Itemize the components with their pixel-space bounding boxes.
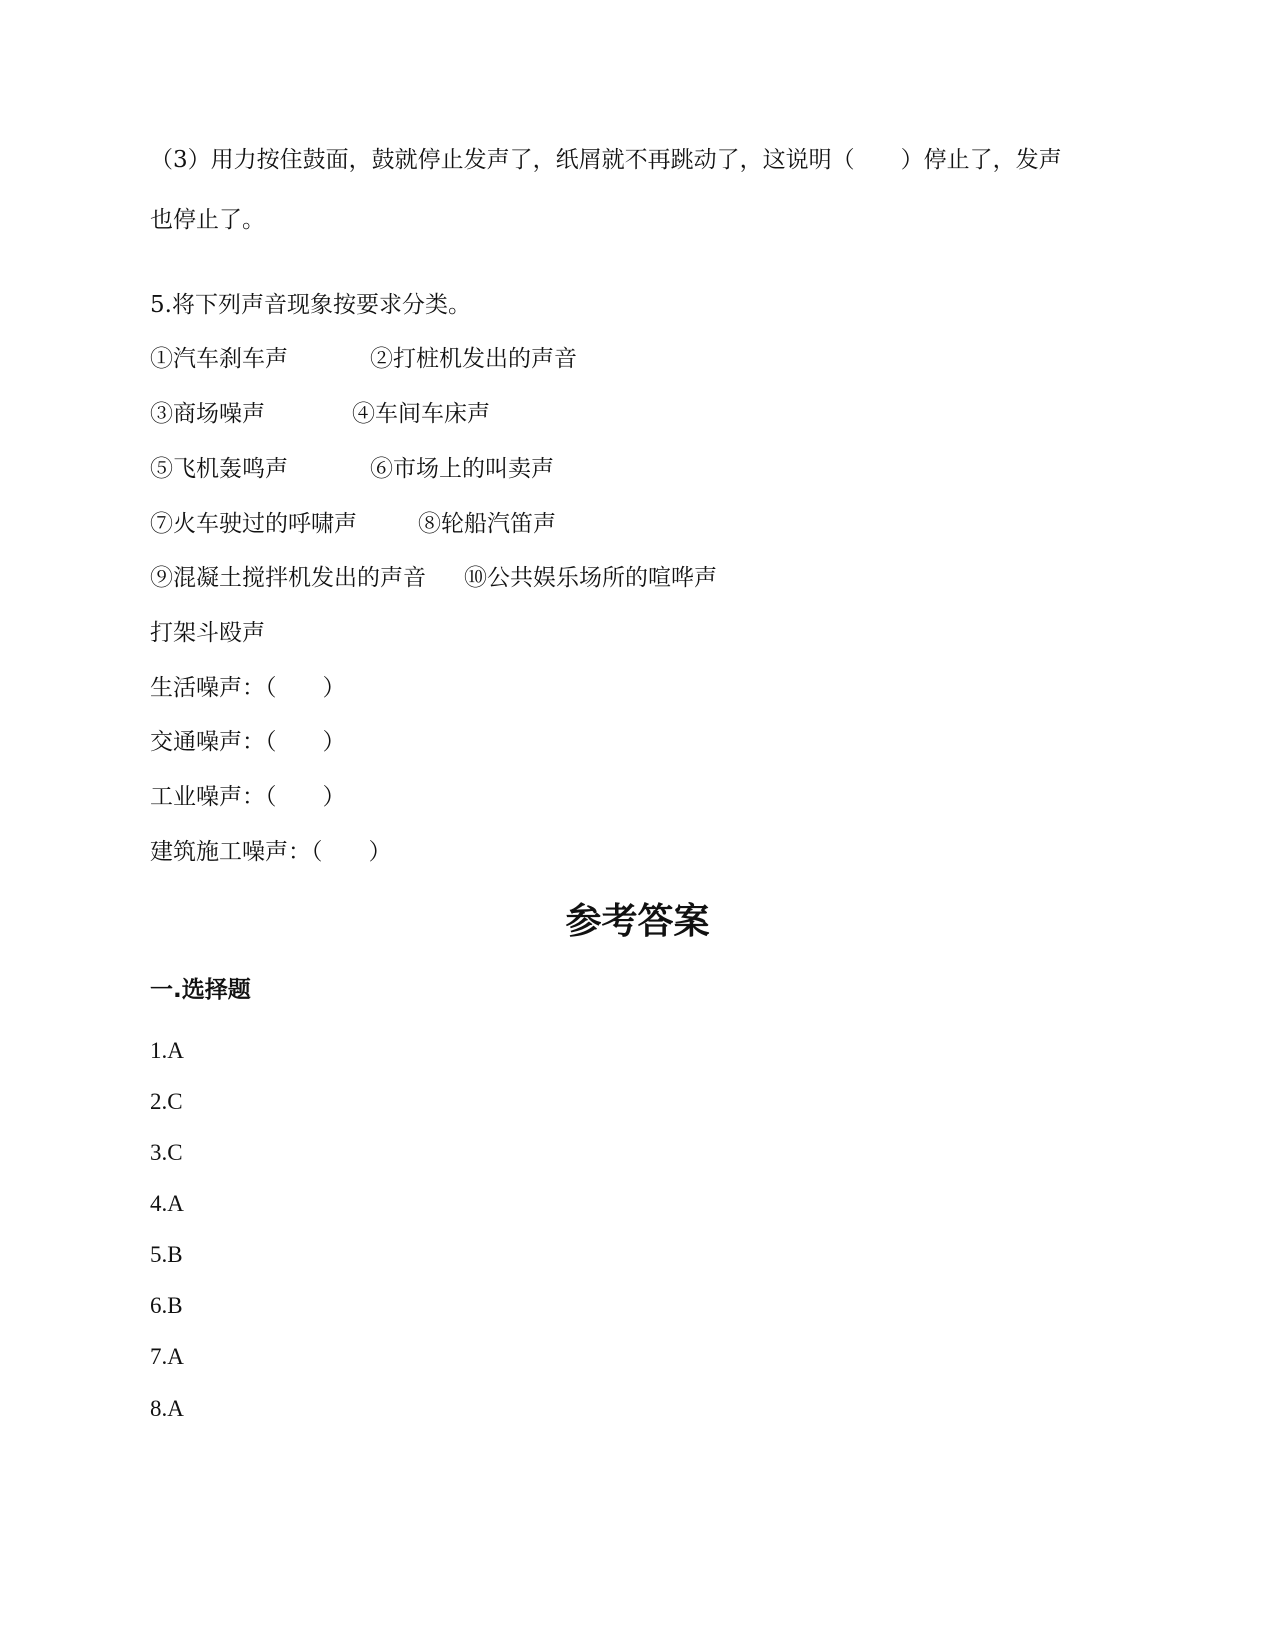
answer-item: 8.A: [150, 1396, 184, 1421]
answers-section-heading: 一.选择题: [150, 977, 251, 1003]
q5-item-9: ⑨混凝土搅拌机发出的声音: [150, 565, 426, 591]
answer-item: 4.A: [150, 1191, 184, 1216]
q5-item-8: ⑧轮船汽笛声: [418, 511, 556, 537]
answer-item: 7.A: [150, 1344, 184, 1369]
category-industrial-noise: 工业噪声：（ ）: [150, 784, 346, 810]
q5-item-2: ②打桩机发出的声音: [370, 346, 577, 372]
q5-item-10: ⑩公共娱乐场所的喧哗声: [464, 565, 717, 591]
answers-title: 参考答案: [565, 901, 710, 942]
q5-item-6: ⑥市场上的叫卖声: [370, 456, 554, 482]
q5-item-1: ①汽车刹车声: [150, 346, 288, 372]
category-traffic-noise: 交通噪声：（ ）: [150, 729, 346, 755]
answer-item: 6.B: [150, 1293, 183, 1318]
answer-item: 3.C: [150, 1140, 183, 1165]
q5-prompt: 5.将下列声音现象按要求分类。: [150, 292, 471, 318]
category-construction-noise: 建筑施工噪声：（ ）: [150, 839, 392, 865]
q5-item-5: ⑤飞机轰鸣声: [150, 456, 288, 482]
q5-item-7: ⑦火车驶过的呼啸声: [150, 511, 357, 537]
category-life-noise: 生活噪声：（ ）: [150, 675, 346, 701]
answer-item: 1.A: [150, 1038, 184, 1063]
answer-item: 2.C: [150, 1089, 183, 1114]
answer-item: 5.B: [150, 1242, 183, 1267]
q4-part3-line2: 也停止了。: [150, 207, 265, 233]
q5-item-4: ④车间车床声: [352, 401, 490, 427]
q4-part3-line1: （3）用力按住鼓面，鼓就停止发声了，纸屑就不再跳动了，这说明（ ）停止了，发声: [150, 147, 1062, 173]
q5-item-3: ③商场噪声: [150, 401, 265, 427]
q5-extra-item: 打架斗殴声: [150, 620, 265, 646]
